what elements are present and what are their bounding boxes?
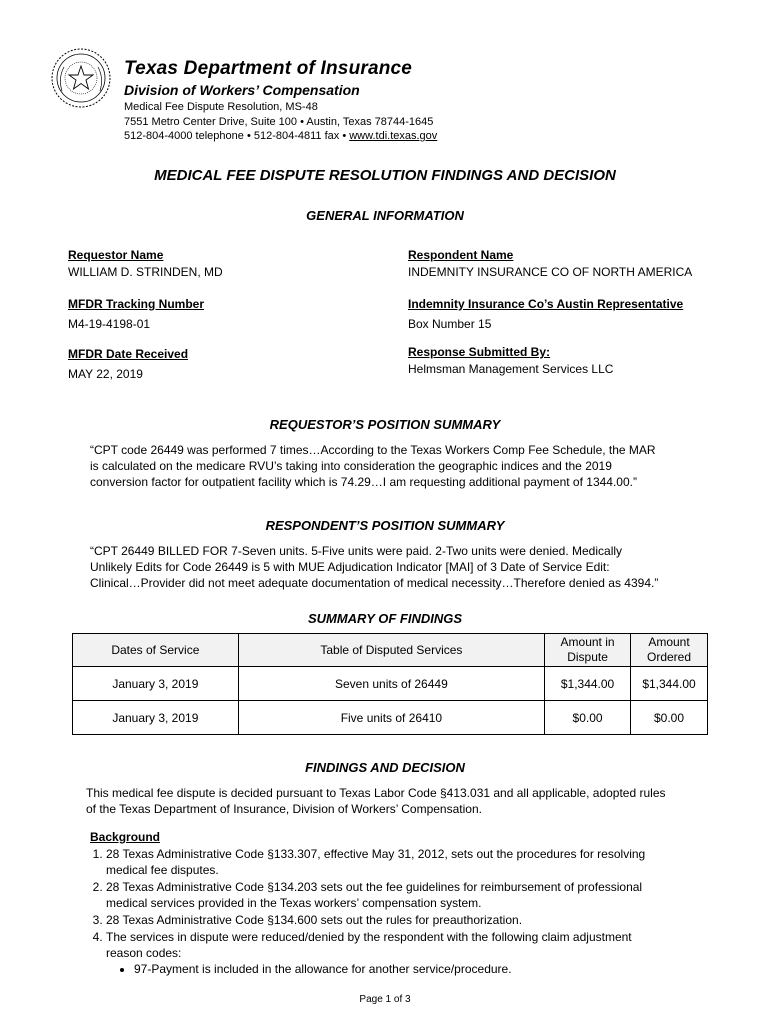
decision-intro-line-2: of the Texas Department of Insurance, Division of Workers’ Compensation.: [86, 802, 482, 816]
list-item: [106, 846, 706, 878]
respondent-summary-line-1: “CPT 26449 BILLED FOR 7-Seven units. 5-Five units were paid. 2-Two units were denied. Medically: [90, 544, 623, 558]
tracking-number-label: MFDR Tracking Number: [68, 297, 205, 311]
table-row: [73, 701, 708, 735]
decision-intro-text: [86, 785, 706, 817]
division-name: Division of Workers’ Compensation: [124, 82, 360, 98]
list-item-line-1: 28 Texas Administrative Code §134.203 sets out the fee guidelines for reimbursement of professional: [106, 880, 643, 894]
list-item: [106, 879, 706, 911]
requestor-summary-line-2: is calculated on the medicare RVU’s taking into consideration the geographic indices and the 2019: [90, 459, 612, 473]
response-submitted-field: [408, 344, 613, 378]
tracking-number-field: [68, 296, 204, 333]
page-number: Page 1 of 3: [359, 994, 411, 1005]
respondent-name-field: [408, 247, 692, 281]
response-submitted-value: Helmsman Management Services LLC: [408, 362, 614, 376]
column-header-dates: Dates of Service: [73, 634, 239, 667]
reason-code-item: • 97-Payment is included in the allowance for another service/procedure.: [134, 961, 706, 977]
address-line-2: 7551 Metro Center Drive, Suite 100 • Austin, Texas 78744-1645: [124, 115, 434, 128]
austin-rep-label: Indemnity Insurance Co’s Austin Representative: [408, 297, 684, 311]
column-header-amount-ordered: [631, 634, 708, 667]
table-row: [73, 667, 708, 701]
list-item-line-2: medical fee disputes.: [106, 863, 219, 877]
cell-date: January 3, 2019: [73, 667, 239, 701]
requestor-summary-heading: REQUESTOR’S POSITION SUMMARY: [269, 417, 501, 432]
date-received-field: [68, 346, 188, 383]
list-item: [106, 929, 706, 977]
texas-seal-icon: [50, 47, 112, 109]
requestor-name-field: [68, 247, 223, 281]
background-label: Background: [90, 830, 161, 844]
list-item-line-1: 28 Texas Administrative Code §133.307, effective May 31, 2012, sets out the procedures for resolving: [106, 847, 646, 861]
respondent-summary-line-3: Clinical…Provider did not meet adequate documentation of medical necessity…Therefore denied as 4394.”: [90, 576, 659, 590]
respondent-summary-heading: RESPONDENT’S POSITION SUMMARY: [265, 518, 505, 533]
contact-line: [124, 129, 437, 144]
contact-numbers: 512-804-4000 telephone • 512-804-4811 fax •: [124, 130, 350, 142]
requestor-name-value: WILLIAM D. STRINDEN, MD: [68, 265, 223, 279]
requestor-summary-text: [90, 442, 710, 490]
reason-codes-list: [106, 961, 706, 977]
amount-dispute-line-2: Dispute: [567, 650, 608, 664]
general-information-heading: GENERAL INFORMATION: [306, 208, 464, 223]
list-item-line-2: medical services provided in the Texas workers’ compensation system.: [106, 896, 482, 910]
respondent-summary-line-2: Unlikely Edits for Code 26449 is 5 with MUE Adjudication Indicator [MAI] of 3 Date of Service Edit:: [90, 560, 610, 574]
list-item-line-1: The services in dispute were reduced/denied by the respondent with the following claim adjustment: [106, 930, 632, 944]
background-list: [86, 846, 706, 978]
address-line-1: Medical Fee Dispute Resolution, MS-48: [124, 101, 318, 113]
amount-ordered-line-2: Ordered: [646, 650, 692, 664]
letterhead: [124, 58, 437, 144]
respondent-name-value: INDEMNITY INSURANCE CO OF NORTH AMERICA: [408, 265, 693, 279]
amount-ordered-line-1: Amount: [648, 635, 690, 649]
column-header-amount-dispute: [545, 634, 631, 667]
cell-service: Seven units of 26449: [238, 667, 544, 701]
summary-of-findings-heading: SUMMARY OF FINDINGS: [307, 611, 463, 626]
cell-ordered: $1,344.00: [631, 667, 708, 701]
list-item: [106, 912, 706, 928]
respondent-summary-text: [90, 543, 710, 591]
website-link[interactable]: www.tdi.texas.gov: [349, 130, 438, 142]
findings-table: [72, 633, 708, 735]
cell-dispute: $1,344.00: [545, 667, 631, 701]
requestor-name-label: Requestor Name: [68, 248, 164, 262]
amount-dispute-line-1: Amount in: [560, 635, 615, 649]
cell-ordered: $0.00: [631, 701, 708, 735]
list-item-line-2: reason codes:: [106, 946, 182, 960]
requestor-summary-line-1: “CPT code 26449 was performed 7 times…According to the Texas Workers Comp Fee Schedule, the MAR: [90, 443, 656, 457]
requestor-summary-line-3: conversion factor for outpatient facility which is 74.29…I am requesting additional payment of 1344.00.”: [90, 475, 637, 489]
list-item-line-1: 28 Texas Administrative Code §134.600 sets out the rules for preauthorization.: [106, 913, 523, 927]
document-title: MEDICAL FEE DISPUTE RESOLUTION FINDINGS AND DECISION: [154, 167, 616, 184]
table-header-row: [73, 634, 708, 667]
cell-date: January 3, 2019: [73, 701, 239, 735]
findings-decision-heading: FINDINGS AND DECISION: [305, 760, 465, 775]
cell-dispute: $0.00: [545, 701, 631, 735]
decision-intro-line-1: This medical fee dispute is decided pursuant to Texas Labor Code §413.031 and all applicable, adopted rules: [86, 786, 666, 800]
austin-rep-value: Box Number 15: [408, 317, 492, 331]
tracking-number-value: M4-19-4198-01: [68, 317, 151, 331]
column-header-services: Table of Disputed Services: [238, 634, 544, 667]
date-received-value: MAY 22, 2019: [68, 367, 143, 381]
cell-service: Five units of 26410: [238, 701, 544, 735]
agency-name: Texas Department of Insurance: [124, 58, 413, 79]
date-received-label: MFDR Date Received: [68, 347, 189, 361]
respondent-name-label: Respondent Name: [408, 248, 514, 262]
austin-rep-field: [408, 296, 683, 333]
response-submitted-label: Response Submitted By:: [408, 345, 551, 359]
